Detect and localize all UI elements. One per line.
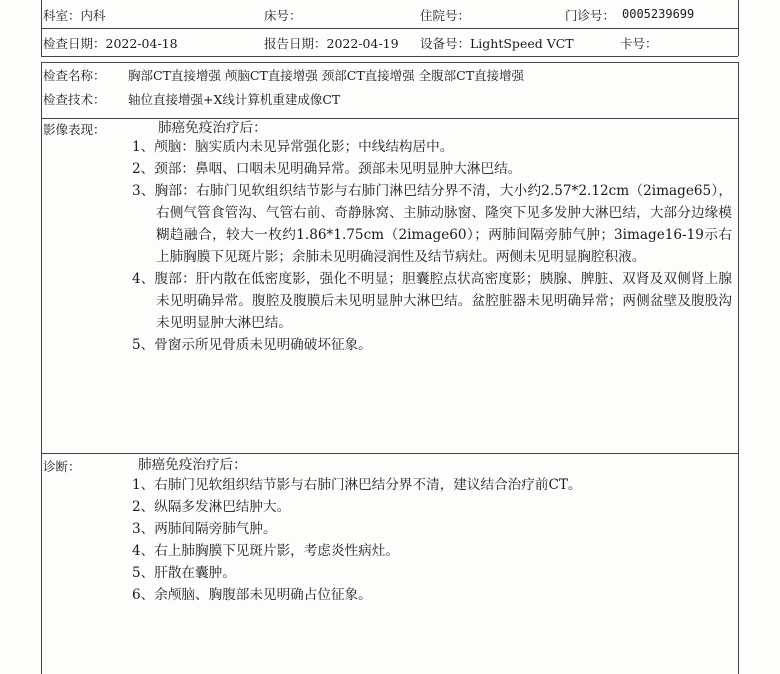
diagnosis-item: 2、纵隔多发淋巴结肿大。 [132,499,291,515]
findings-item-neck: 2、颈部：鼻咽、口咽未见明确异常。颈部未见明显肿大淋巴结。 [132,161,522,177]
outpatient-number: 0005239699 [622,7,695,21]
bed-number: 床号： [264,8,302,23]
exam-technique-value: 轴位直接增强+X线计算机重建成像CT [128,92,341,107]
findings-item-bone: 5、骨窗示所见骨质未见明确破坏征象。 [132,337,372,353]
findings-item-abdomen: 4、腹部：肝内散在低密度影，强化不明显；胆囊腔点状高密度影；胰腺、脾脏、双肾及双侧肾上腺未见明确异常。腹腔及腹膜后未见明显肿大淋巴结。盆腔脏器未见明确异常；两侧盆壁及腹股沟未见明显肿大淋巴结。 [132,271,732,331]
department: 科室：内科 [43,8,106,23]
exam-technique-label: 检查技术： [43,92,106,107]
diagnosis-item: 5、肝散在囊肿。 [132,565,236,581]
diagnosis-item: 6、余颅脑、胸腹部未见明确占位征象。 [132,587,372,603]
findings-item-chest: 3、胸部：右肺门见软组织结节影与右肺门淋巴结分界不清，大小约2.57*2.12cm（2image65），右侧气管食管沟、气管右前、奇静脉窝、主肺动脉窗、隆突下见多发肿大淋巴结，大部分边缘模糊趋融合，较大一枚约1.86*1.75cm（2image60）；两肺间隔旁肺气肿；3image16-19示右上肺胸膜下见斑片影；余肺未见明确浸润性及结节病灶。两侧未见明显胸腔积液。 [132,183,732,265]
inpatient-number: 住院号： [420,8,471,23]
diagnosis-label: 诊断： [43,459,81,474]
findings-label: 影像表现： [43,122,106,137]
findings-intro: 肺癌免疫治疗后： [158,120,267,136]
report-date: 报告日期：2022-04-19 [264,36,399,51]
diagnosis-item: 4、右上肺胸膜下见斑片影，考虑炎性病灶。 [132,543,399,559]
card-number: 卡号： [620,36,658,51]
device-number: 设备号：LightSpeed VCT [420,36,574,51]
exam-name-label: 检查名称： [43,68,106,83]
diagnosis-item: 1、右肺门见软组织结节影与右肺门淋巴结分界不清，建议结合治疗前CT。 [132,477,582,493]
diagnosis-intro: 肺癌免疫治疗后： [138,457,247,473]
exam-name-value: 胸部CT直接增强 颅脑CT直接增强 颈部CT直接增强 全腹部CT直接增强 [128,68,525,83]
diagnosis-list [132,474,732,606]
findings-item-brain: 1、颅脑：脑实质内未见异常强化影；中线结构居中。 [132,139,454,155]
outpatient-label: 门诊号： [565,8,616,23]
diagnosis-item: 3、两肺间隔旁肺气肿。 [132,521,277,537]
findings-list [132,136,732,356]
exam-date: 检查日期：2022-04-18 [43,36,178,51]
